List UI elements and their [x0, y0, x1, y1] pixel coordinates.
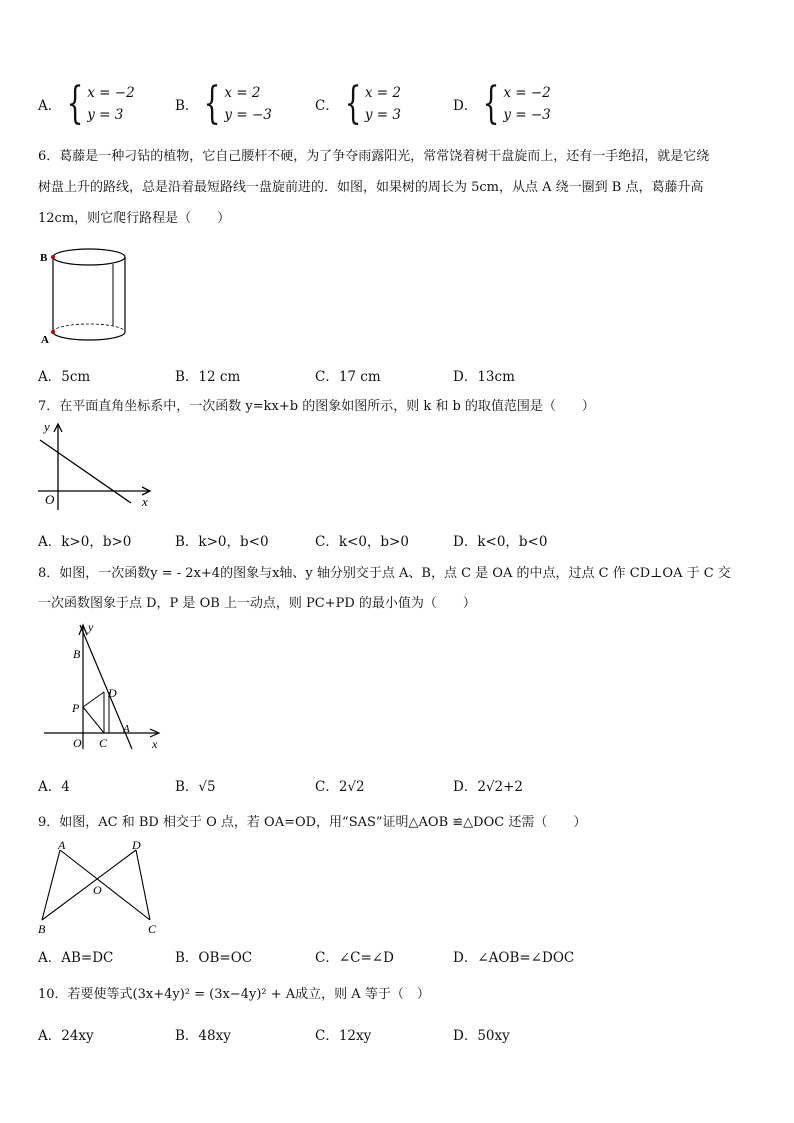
point-b: [51, 255, 55, 259]
q6-cylinder-figure: [38, 244, 138, 349]
brace-icon: {: [482, 78, 500, 129]
q5-option-d: [453, 78, 551, 129]
label-y: y: [44, 419, 50, 434]
q7-option-a: A．k>0，b>0: [38, 534, 132, 550]
q9-option-a: A．AB=DC: [38, 950, 114, 966]
option-label: D．: [453, 98, 478, 114]
q7-text-line-1: 7．在平面直角坐标系中，一次函数 y=kx+b 的图象如图所示，则 k 和 b 的取值范围是（ ）: [38, 399, 595, 414]
label-b: B: [40, 252, 48, 264]
label-p: P: [72, 701, 80, 715]
brace-icon: {: [344, 78, 362, 129]
q6-option-c: C．17 cm: [315, 369, 381, 385]
cylinder-bottom-front: [53, 332, 125, 340]
q9-text-line-1: 9．如图，AC 和 BD 相交于 O 点，若 OA=OD，用“SAS”证明△AOB ≌△DOC 还需（ ）: [38, 815, 587, 830]
q5-option-c: [315, 78, 401, 129]
q6-text-line-1: 6．葛藤是一种刁钻的植物，它自己腰杆不硬，为了争夺雨露阳光，常常饶着树干盘旋而上，还有一手绝招，就是它绕: [38, 149, 710, 164]
label-o: O: [45, 492, 55, 507]
option-label: C．: [315, 98, 339, 114]
point-a: [51, 330, 55, 334]
equation-1: x = 2: [224, 85, 261, 101]
equation-2: y = 3: [364, 107, 401, 123]
q6-option-a: A．5cm: [38, 369, 91, 385]
segment-pd: [83, 692, 104, 707]
q7-option-d: D．k<0，b<0: [453, 534, 548, 550]
label-c: C: [99, 736, 108, 750]
q7-option-c: C．k<0，b>0: [315, 534, 409, 550]
q10-option-c: C．12xy: [315, 1028, 372, 1044]
q10-option-a: A．24xy: [38, 1028, 94, 1044]
segment-ab: [42, 850, 60, 920]
brace-icon: {: [204, 78, 221, 129]
q9-option-d: D．∠AOB=∠DOC: [453, 950, 575, 966]
segment-ac: [60, 850, 150, 920]
option-label: B．: [175, 98, 199, 114]
cylinder-bottom-back: [53, 324, 125, 332]
label-b: B: [38, 922, 46, 936]
q8-option-b: B．√5: [175, 779, 216, 795]
q8-option-c: C．2√2: [315, 779, 365, 795]
q5-option-a: [38, 78, 135, 129]
segment-pc: [83, 707, 104, 733]
option-label: A．: [38, 98, 62, 114]
q8-option-a: A．4: [38, 779, 70, 795]
label-c: C: [148, 922, 157, 936]
q7-graph-figure: [38, 418, 163, 518]
q8-text-line-2: 一次函数图象于点 D，P 是 OB 上一动点，则 PC+PD 的最小值为（ ）: [38, 596, 476, 611]
segment-dc: [136, 850, 150, 920]
q10-text-line-1: 10．若要使等式(3x+4y)² = (3x−4y)² + A成立，则 A 等于（ ）: [38, 987, 430, 1002]
label-b: B: [73, 647, 81, 661]
equation-1: x = −2: [503, 85, 551, 101]
q8-text-line-1: 8．如图，一次函数y = - 2x+4的图象与x轴、y 轴分别交于点 A、B，点 C 是 OA 的中点，过点 C 作 CD⊥OA 于 C 交: [38, 566, 731, 581]
equation-1: x = 2: [364, 85, 401, 101]
q7-option-b: B．k>0，b<0: [175, 534, 269, 550]
q8-option-d: D．2√2+2: [453, 779, 524, 795]
q5-option-b: [175, 78, 272, 129]
equation-2: y = −3: [224, 107, 272, 123]
equation-1: x = −2: [87, 85, 135, 101]
q6-option-b: B．12 cm: [175, 369, 241, 385]
q6-text-line-2: 树盘上升的路线，总是沿着最短路线一盘旋前进的．如图，如果树的周长为 5cm，从点 A 绕一圈到 B 点，葛藤升高: [38, 180, 704, 195]
segment-db: [42, 850, 136, 920]
q6-text-line-3: 12cm，则它爬行路程是（ ）: [38, 211, 231, 226]
q10-option-d: D．50xy: [453, 1028, 510, 1044]
label-a: A: [58, 838, 66, 852]
q9-option-b: B．OB=OC: [175, 950, 253, 966]
brace-icon: {: [66, 78, 84, 129]
label-a: A: [123, 723, 130, 735]
cylinder-top: [53, 249, 125, 265]
label-x: x: [142, 494, 148, 509]
q9-triangles-figure: [36, 836, 164, 936]
label-x: x: [152, 737, 158, 751]
label-y: y: [88, 620, 94, 634]
label-d: D: [132, 838, 141, 852]
q8-graph-figure: [38, 617, 166, 757]
label-o: O: [73, 736, 82, 750]
equation-2: y = 3: [87, 107, 124, 123]
label-d: D: [108, 686, 117, 700]
q10-option-b: B．48xy: [175, 1028, 231, 1044]
label-o: O: [93, 883, 102, 897]
q9-option-c: C．∠C=∠D: [315, 950, 394, 966]
q6-option-d: D．13cm: [453, 369, 515, 385]
equation-2: y = −3: [503, 107, 551, 123]
label-a: A: [41, 334, 49, 346]
